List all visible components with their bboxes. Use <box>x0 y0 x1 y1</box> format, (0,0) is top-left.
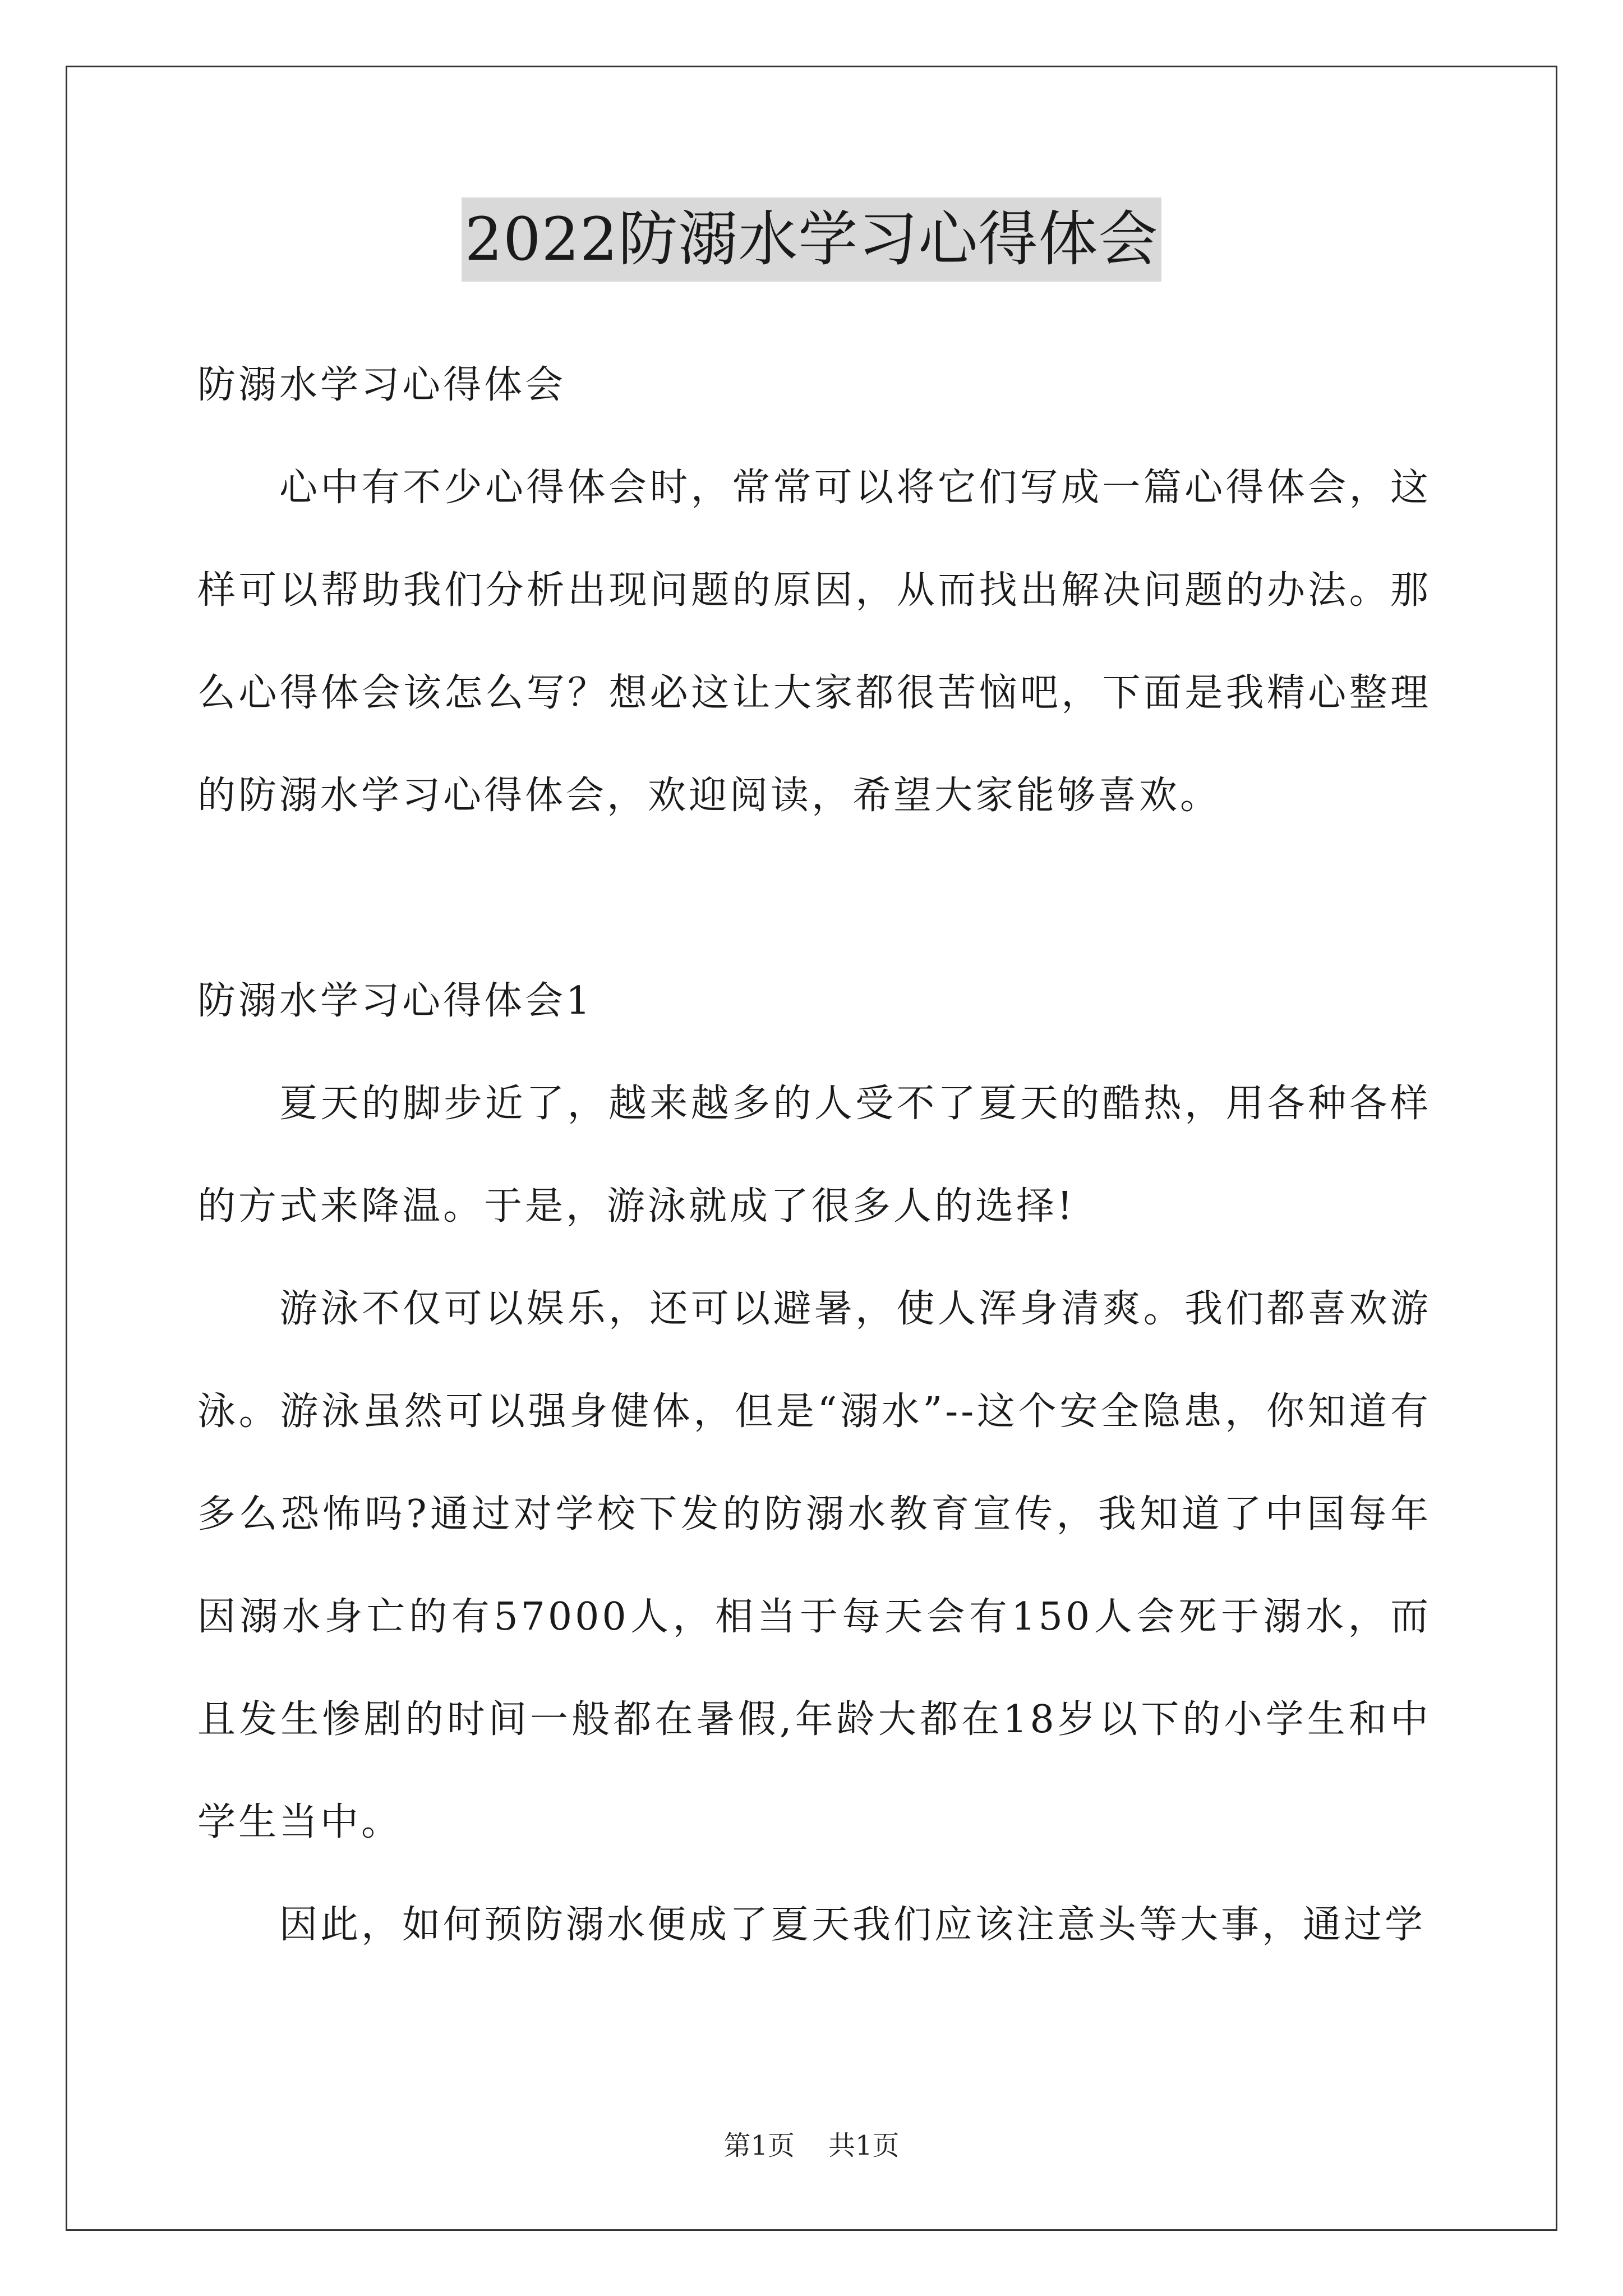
body-paragraph: 夏天的脚步近了，越来越多的人受不了夏天的酷热，用各种各样的方式来降温。于是，游泳就成了很多人的选择! <box>197 1082 1431 1228</box>
body-paragraph: 游泳不仅可以娱乐，还可以避暑，使人浑身清爽。我们都喜欢游泳。游泳虽然可以强身健体，但是“溺水”--这个安全隐患，你知道有多么恐怖吗?通过对学校下发的防溺水教育宣传，我知道了中国每年因溺水身亡的有57000人，相当于每天会有150人会死于溺水，而且发生惨剧的时间一般都在暑假,年龄大都在18岁以下的小学生和中学生当中。 <box>197 1287 1431 1844</box>
page-footer <box>0 2129 1623 2162</box>
body-paragraph: 因此，如何预防溺水便成了夏天我们应该注意头等大事，通过学 <box>279 1903 1426 1947</box>
section-heading: 防溺水学习心得体会 <box>197 363 566 407</box>
document-body <box>197 334 1431 1976</box>
section-heading: 防溺水学习心得体会1 <box>197 979 593 1023</box>
page-number: 第1页 <box>723 2130 795 2161</box>
body-paragraph: 心中有不少心得体会时，常常可以将它们写成一篇心得体会，这样可以帮助我们分析出现问题的原因，从而找出解决问题的办法。那么心得体会该怎么写？想必这让大家都很苦恼吧，下面是我精心整理的防溺水学习心得体会，欢迎阅读，希望大家能够喜欢。 <box>197 466 1431 818</box>
page-total: 共1页 <box>828 2130 900 2161</box>
document-title: 2022防溺水学习心得体会 <box>462 197 1162 282</box>
title-container <box>0 197 1623 282</box>
